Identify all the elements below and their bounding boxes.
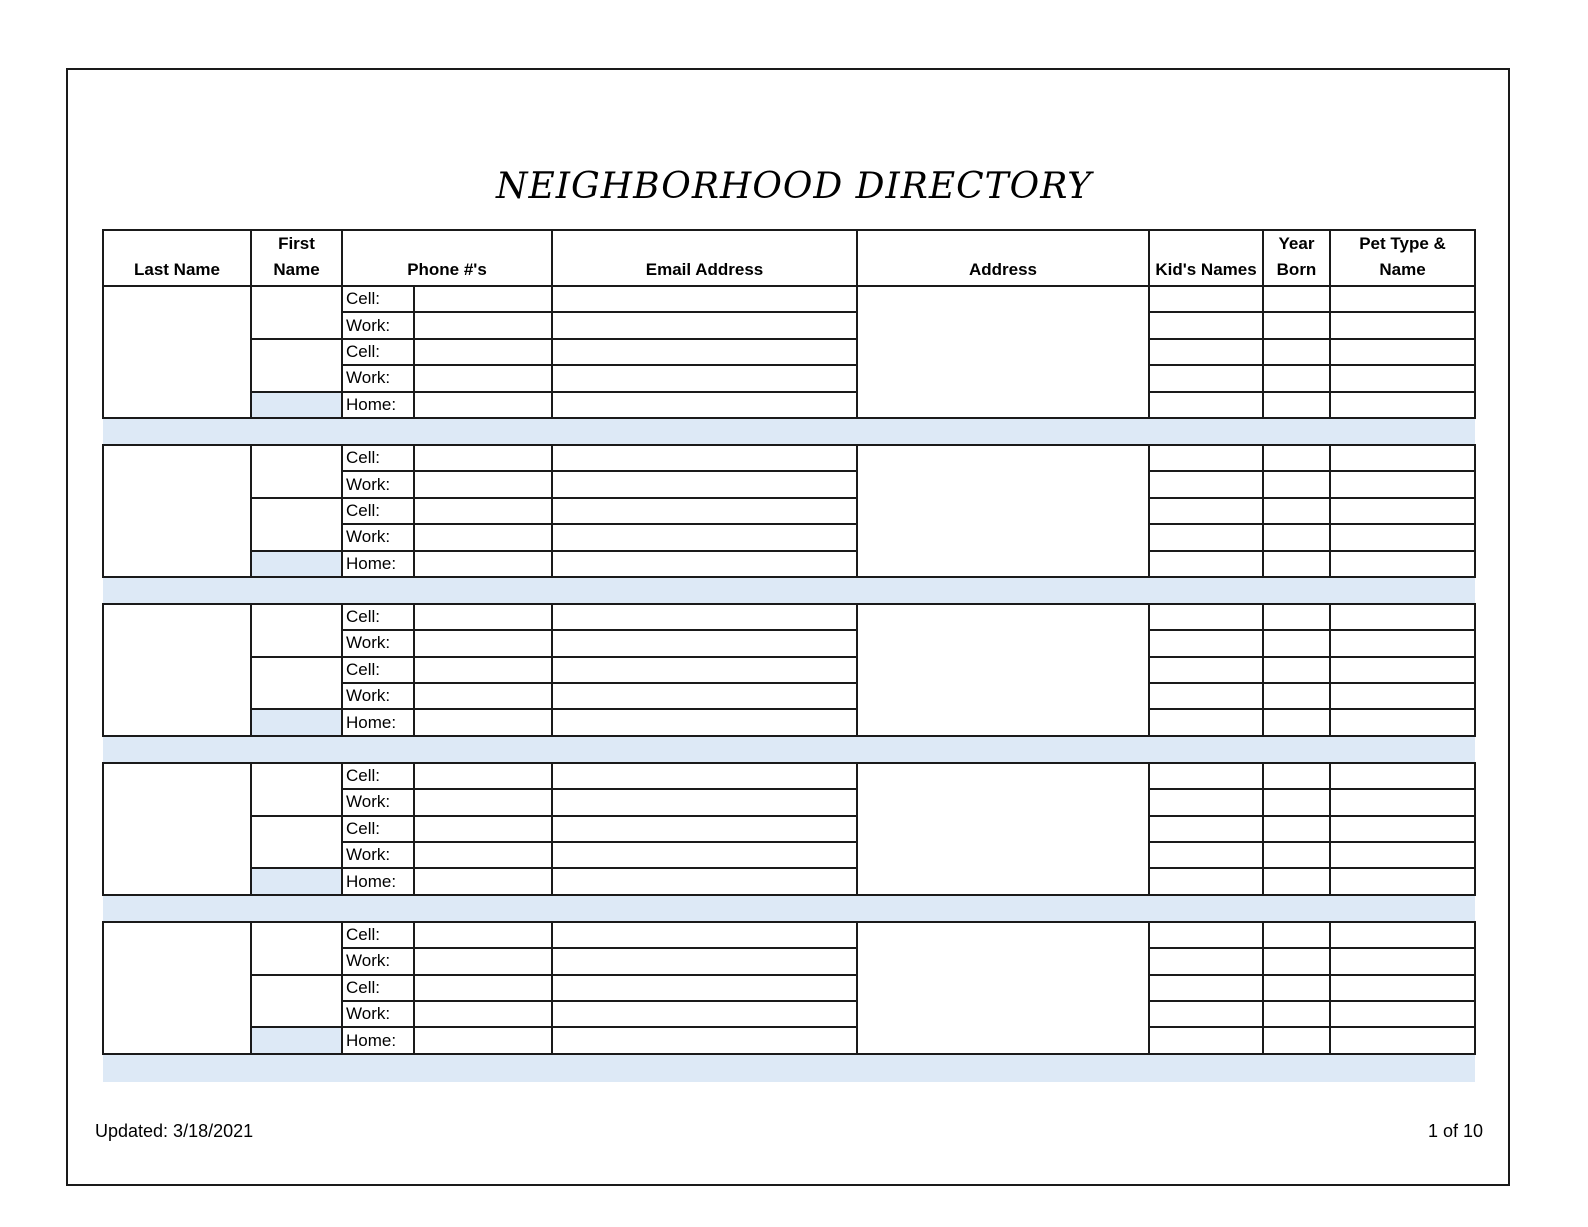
kids-name-cell[interactable]	[1149, 392, 1263, 418]
email-cell[interactable]	[552, 312, 857, 338]
phone-label: Work:	[342, 524, 414, 550]
year-born-cell[interactable]	[1263, 816, 1330, 842]
year-born-cell[interactable]	[1263, 604, 1330, 630]
phone-number-cell[interactable]	[414, 948, 552, 974]
email-cell[interactable]	[552, 392, 857, 418]
pet-cell[interactable]	[1330, 312, 1475, 338]
last-name-cell[interactable]	[103, 763, 251, 895]
first-name-cell[interactable]	[251, 498, 342, 551]
header-email: Email Address	[552, 230, 857, 286]
phone-number-cell[interactable]	[414, 286, 552, 312]
kids-name-cell[interactable]	[1149, 312, 1263, 338]
email-cell[interactable]	[552, 948, 857, 974]
email-cell[interactable]	[552, 286, 857, 312]
phone-label: Work:	[342, 948, 414, 974]
entry-row	[103, 816, 1475, 842]
pet-cell[interactable]	[1330, 630, 1475, 656]
year-born-cell[interactable]	[1263, 975, 1330, 1001]
pet-cell[interactable]	[1330, 948, 1475, 974]
last-name-cell[interactable]	[103, 604, 251, 736]
year-born-cell[interactable]	[1263, 312, 1330, 338]
directory-table	[102, 229, 1476, 1082]
kids-name-cell[interactable]	[1149, 498, 1263, 524]
entry-row	[103, 922, 1475, 948]
phone-number-cell[interactable]	[414, 365, 552, 391]
last-name-cell[interactable]	[103, 922, 251, 1054]
group-spacer	[103, 1054, 1475, 1082]
address-cell[interactable]	[857, 445, 1149, 577]
entry-row	[103, 604, 1475, 630]
phone-number-cell[interactable]	[414, 789, 552, 815]
email-cell[interactable]	[552, 975, 857, 1001]
phone-label: Cell:	[342, 922, 414, 948]
header-year-born: Year Born	[1263, 230, 1330, 286]
phone-label: Work:	[342, 842, 414, 868]
year-born-cell[interactable]	[1263, 683, 1330, 709]
email-cell[interactable]	[552, 842, 857, 868]
email-cell[interactable]	[552, 709, 857, 735]
pet-cell[interactable]	[1330, 498, 1475, 524]
entry-row	[103, 1027, 1475, 1053]
header-pet: Pet Type & Name	[1330, 230, 1475, 286]
email-cell[interactable]	[552, 604, 857, 630]
kids-name-cell[interactable]	[1149, 1027, 1263, 1053]
pet-cell[interactable]	[1330, 709, 1475, 735]
phone-number-cell[interactable]	[414, 657, 552, 683]
first-name-cell[interactable]	[251, 286, 342, 339]
kids-name-cell[interactable]	[1149, 551, 1263, 577]
phone-label: Work:	[342, 365, 414, 391]
pet-cell[interactable]	[1330, 683, 1475, 709]
email-cell[interactable]	[552, 498, 857, 524]
kids-name-cell[interactable]	[1149, 789, 1263, 815]
group-spacer	[103, 577, 1475, 604]
phone-number-cell[interactable]	[414, 471, 552, 497]
phone-number-cell[interactable]	[414, 551, 552, 577]
email-cell[interactable]	[552, 763, 857, 789]
phone-number-cell[interactable]	[414, 392, 552, 418]
kids-name-cell[interactable]	[1149, 604, 1263, 630]
year-born-cell[interactable]	[1263, 948, 1330, 974]
address-cell[interactable]	[857, 922, 1149, 1054]
entry-row	[103, 286, 1475, 312]
pet-cell[interactable]	[1330, 842, 1475, 868]
kids-name-cell[interactable]	[1149, 286, 1263, 312]
kids-name-cell[interactable]	[1149, 445, 1263, 471]
year-born-cell[interactable]	[1263, 445, 1330, 471]
phone-number-cell[interactable]	[414, 842, 552, 868]
pet-cell[interactable]	[1330, 868, 1475, 894]
phone-label: Work:	[342, 1001, 414, 1027]
kids-name-cell[interactable]	[1149, 683, 1263, 709]
phone-label: Home:	[342, 868, 414, 894]
phone-label: Cell:	[342, 286, 414, 312]
first-name-cell[interactable]	[251, 604, 342, 657]
header-last-name: Last Name	[103, 230, 251, 286]
entry-row	[103, 445, 1475, 471]
year-born-cell[interactable]	[1263, 630, 1330, 656]
group-spacer	[103, 418, 1475, 445]
phone-label: Cell:	[342, 445, 414, 471]
pet-cell[interactable]	[1330, 1027, 1475, 1053]
phone-number-cell[interactable]	[414, 1027, 552, 1053]
year-born-cell[interactable]	[1263, 551, 1330, 577]
kids-name-cell[interactable]	[1149, 524, 1263, 550]
phone-number-cell[interactable]	[414, 683, 552, 709]
first-name-cell[interactable]	[251, 975, 342, 1028]
phone-number-cell[interactable]	[414, 630, 552, 656]
first-name-cell[interactable]	[251, 763, 342, 816]
phone-label: Cell:	[342, 498, 414, 524]
phone-label: Work:	[342, 630, 414, 656]
first-name-cell-shaded[interactable]	[251, 868, 342, 894]
first-name-cell[interactable]	[251, 657, 342, 710]
updated-date: Updated: 3/18/2021	[95, 1121, 254, 1141]
kids-name-cell[interactable]	[1149, 339, 1263, 365]
phone-label: Cell:	[342, 339, 414, 365]
phone-number-cell[interactable]	[414, 868, 552, 894]
pet-cell[interactable]	[1330, 604, 1475, 630]
first-name-cell[interactable]	[251, 922, 342, 975]
phone-number-cell[interactable]	[414, 524, 552, 550]
phone-number-cell[interactable]	[414, 975, 552, 1001]
year-born-cell[interactable]	[1263, 524, 1330, 550]
header-row	[103, 230, 1475, 286]
pet-cell[interactable]	[1330, 789, 1475, 815]
phone-number-cell[interactable]	[414, 498, 552, 524]
email-cell[interactable]	[552, 683, 857, 709]
kids-name-cell[interactable]	[1149, 1001, 1263, 1027]
year-born-cell[interactable]	[1263, 763, 1330, 789]
kids-name-cell[interactable]	[1149, 365, 1263, 391]
phone-label: Home:	[342, 392, 414, 418]
email-cell[interactable]	[552, 789, 857, 815]
entry-row	[103, 975, 1475, 1001]
year-born-cell[interactable]	[1263, 365, 1330, 391]
first-name-cell-shaded[interactable]	[251, 709, 342, 735]
address-cell[interactable]	[857, 286, 1149, 418]
header-phone: Phone #'s	[342, 230, 552, 286]
kids-name-cell[interactable]	[1149, 816, 1263, 842]
email-cell[interactable]	[552, 657, 857, 683]
entry-row	[103, 868, 1475, 894]
kids-name-cell[interactable]	[1149, 763, 1263, 789]
phone-label: Work:	[342, 471, 414, 497]
kids-name-cell[interactable]	[1149, 975, 1263, 1001]
last-name-cell[interactable]	[103, 286, 251, 418]
entry-row	[103, 709, 1475, 735]
pet-cell[interactable]	[1330, 471, 1475, 497]
kids-name-cell[interactable]	[1149, 922, 1263, 948]
phone-label: Work:	[342, 683, 414, 709]
email-cell[interactable]	[552, 551, 857, 577]
email-cell[interactable]	[552, 339, 857, 365]
year-born-cell[interactable]	[1263, 286, 1330, 312]
address-cell[interactable]	[857, 763, 1149, 895]
phone-number-cell[interactable]	[414, 1001, 552, 1027]
kids-name-cell[interactable]	[1149, 868, 1263, 894]
pet-cell[interactable]	[1330, 445, 1475, 471]
entry-row	[103, 498, 1475, 524]
pet-cell[interactable]	[1330, 922, 1475, 948]
email-cell[interactable]	[552, 445, 857, 471]
kids-name-cell[interactable]	[1149, 657, 1263, 683]
year-born-cell[interactable]	[1263, 471, 1330, 497]
header-kids: Kid's Names	[1149, 230, 1263, 286]
kids-name-cell[interactable]	[1149, 630, 1263, 656]
phone-number-cell[interactable]	[414, 763, 552, 789]
header-address: Address	[857, 230, 1149, 286]
phone-number-cell[interactable]	[414, 922, 552, 948]
phone-label: Home:	[342, 551, 414, 577]
first-name-cell-shaded[interactable]	[251, 1027, 342, 1053]
entry-row	[103, 339, 1475, 365]
phone-number-cell[interactable]	[414, 816, 552, 842]
phone-number-cell[interactable]	[414, 604, 552, 630]
phone-label: Work:	[342, 789, 414, 815]
entry-row	[103, 763, 1475, 789]
year-born-cell[interactable]	[1263, 1027, 1330, 1053]
email-cell[interactable]	[552, 524, 857, 550]
phone-label: Cell:	[342, 816, 414, 842]
email-cell[interactable]	[552, 1001, 857, 1027]
pet-cell[interactable]	[1330, 1001, 1475, 1027]
first-name-cell-shaded[interactable]	[251, 392, 342, 418]
entry-row	[103, 551, 1475, 577]
phone-label: Work:	[342, 312, 414, 338]
kids-name-cell[interactable]	[1149, 948, 1263, 974]
year-born-cell[interactable]	[1263, 709, 1330, 735]
phone-label: Home:	[342, 709, 414, 735]
pet-cell[interactable]	[1330, 816, 1475, 842]
year-born-cell[interactable]	[1263, 498, 1330, 524]
phone-number-cell[interactable]	[414, 709, 552, 735]
year-born-cell[interactable]	[1263, 868, 1330, 894]
year-born-cell[interactable]	[1263, 657, 1330, 683]
year-born-cell[interactable]	[1263, 922, 1330, 948]
email-cell[interactable]	[552, 471, 857, 497]
phone-label: Cell:	[342, 604, 414, 630]
email-cell[interactable]	[552, 1027, 857, 1053]
year-born-cell[interactable]	[1263, 789, 1330, 815]
email-cell[interactable]	[552, 630, 857, 656]
first-name-cell[interactable]	[251, 816, 342, 869]
entry-row	[103, 392, 1475, 418]
year-born-cell[interactable]	[1263, 842, 1330, 868]
group-spacer	[103, 895, 1475, 922]
pet-cell[interactable]	[1330, 657, 1475, 683]
first-name-cell[interactable]	[251, 339, 342, 392]
phone-number-cell[interactable]	[414, 339, 552, 365]
pet-cell[interactable]	[1330, 975, 1475, 1001]
phone-label: Cell:	[342, 657, 414, 683]
pet-cell[interactable]	[1330, 392, 1475, 418]
email-cell[interactable]	[552, 365, 857, 391]
email-cell[interactable]	[552, 922, 857, 948]
address-cell[interactable]	[857, 604, 1149, 736]
kids-name-cell[interactable]	[1149, 471, 1263, 497]
kids-name-cell[interactable]	[1149, 842, 1263, 868]
year-born-cell[interactable]	[1263, 392, 1330, 418]
phone-label: Home:	[342, 1027, 414, 1053]
year-born-cell[interactable]	[1263, 339, 1330, 365]
first-name-cell[interactable]	[251, 445, 342, 498]
email-cell[interactable]	[552, 816, 857, 842]
phone-label: Cell:	[342, 975, 414, 1001]
page-title: NEIGHBORHOOD DIRECTORY	[496, 166, 1092, 207]
page-number: 1 of 10	[1427, 1121, 1483, 1141]
pet-cell[interactable]	[1330, 365, 1475, 391]
phone-number-cell[interactable]	[414, 445, 552, 471]
year-born-cell[interactable]	[1263, 1001, 1330, 1027]
group-spacer	[103, 736, 1475, 763]
header-first-name: First Name	[251, 230, 342, 286]
email-cell[interactable]	[552, 868, 857, 894]
pet-cell[interactable]	[1330, 286, 1475, 312]
pet-cell[interactable]	[1330, 551, 1475, 577]
pet-cell[interactable]	[1330, 763, 1475, 789]
phone-label: Cell:	[342, 763, 414, 789]
pet-cell[interactable]	[1330, 524, 1475, 550]
kids-name-cell[interactable]	[1149, 709, 1263, 735]
entry-row	[103, 657, 1475, 683]
pet-cell[interactable]	[1330, 339, 1475, 365]
last-name-cell[interactable]	[103, 445, 251, 577]
phone-number-cell[interactable]	[414, 312, 552, 338]
first-name-cell-shaded[interactable]	[251, 551, 342, 577]
